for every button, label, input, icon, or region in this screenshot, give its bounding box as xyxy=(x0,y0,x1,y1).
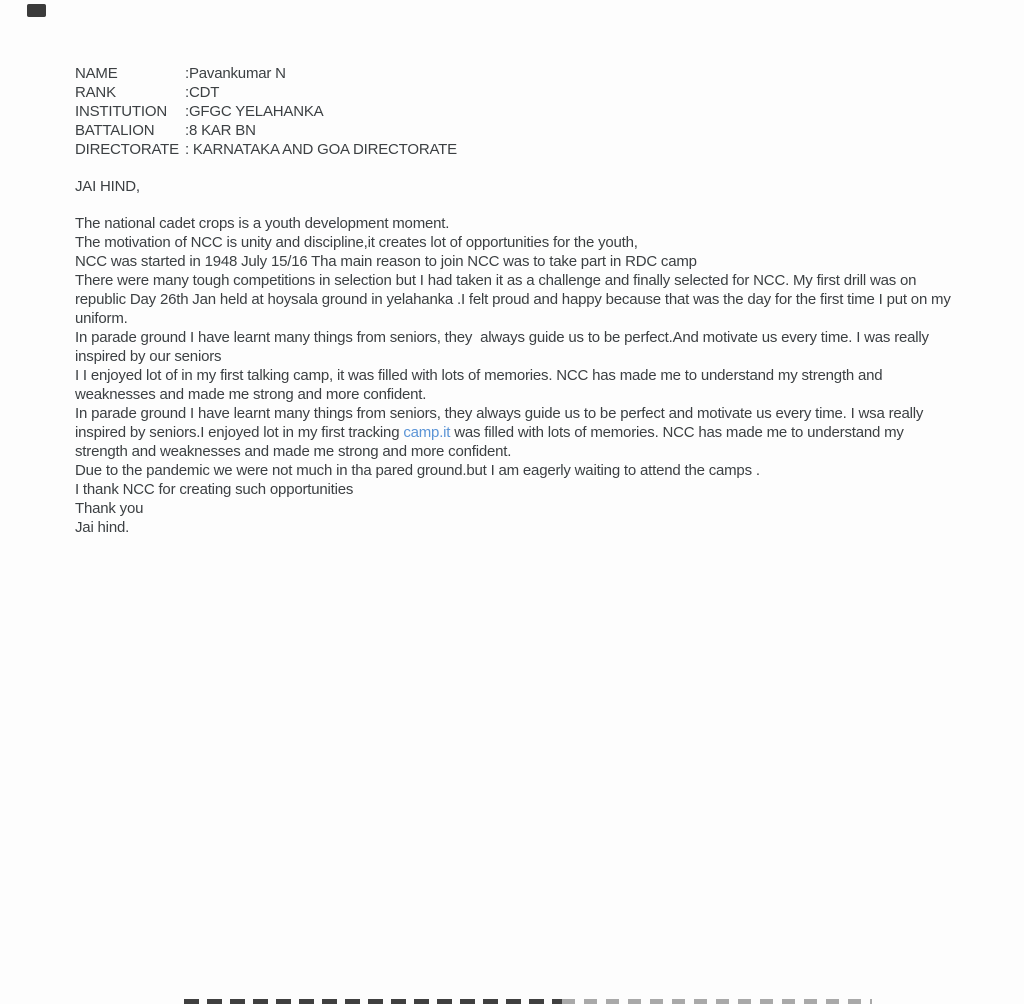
body-paragraph: I I enjoyed lot of in my first talking camp, it was filled with lots of memories. NCC has made me to understand my strength and weaknesses and made me strong and more confident. xyxy=(75,367,887,403)
body-paragraph: I thank NCC for creating such opportunities xyxy=(75,481,354,498)
body-paragraph: Due to the pandemic we were not much in tha pared ground.but I am eagerly waiting to attend the camps . xyxy=(75,462,760,479)
cutoff-content-artifact-top xyxy=(27,4,46,17)
field-label-name: NAME xyxy=(75,65,118,82)
body-paragraph: There were many tough competitions in selection but I had taken it as a challenge and finally selected for NCC. My first drill was on republic Day 26th Jan held at hoysala ground in yelahanka .I felt proud and happy because that was the day for the first time I put on my uniform. xyxy=(75,272,955,327)
cutoff-text-artifact-bottom-dark xyxy=(184,999,562,1004)
field-row-name xyxy=(75,64,957,83)
salutation: JAI HIND, xyxy=(75,178,140,195)
field-value-institution: :GFGC YELAHANKA xyxy=(185,103,324,120)
closing-jai-hind: Jai hind. xyxy=(75,519,130,536)
field-label-directorate: DIRECTORATE xyxy=(75,141,179,158)
field-label-institution: INSTITUTION xyxy=(75,103,167,120)
field-row-institution xyxy=(75,102,957,121)
field-value-battalion: :8 KAR BN xyxy=(185,122,256,139)
field-value-name: :Pavankumar N xyxy=(185,65,286,82)
body-paragraph: In parade ground I have learnt many things from seniors, they always guide us to be perfect.And motivate us every time. I was really inspired by our seniors xyxy=(75,329,933,365)
closing-thank-you: Thank you xyxy=(75,500,144,517)
camp-it-link[interactable]: camp.it xyxy=(403,424,451,441)
field-value-rank: :CDT xyxy=(185,84,220,101)
cadet-details-block xyxy=(75,64,957,159)
field-value-directorate: : KARNATAKA AND GOA DIRECTORATE xyxy=(185,141,457,158)
body-paragraph-with-link xyxy=(75,404,957,461)
field-row-battalion xyxy=(75,121,957,140)
body-paragraph: The national cadet crops is a youth development moment. xyxy=(75,215,450,232)
field-row-rank xyxy=(75,83,957,102)
field-label-battalion: BATTALION xyxy=(75,122,155,139)
document-page xyxy=(75,64,957,537)
cutoff-text-artifact-bottom-light xyxy=(562,999,872,1004)
field-row-directorate xyxy=(75,140,957,159)
paragraph-text-pre-link: In parade ground I have learnt many things from seniors, they always guide us to be perfect and motivate us every time. I wsa really inspired by seniors.I enjoyed lot in my first tracking xyxy=(75,405,928,441)
letter-body xyxy=(75,214,957,537)
body-paragraph: NCC was started in 1948 July 15/16 Tha main reason to join NCC was to take part in RDC camp xyxy=(75,253,697,270)
paragraph-text-post-link: was filled with lots of memories. NCC has made me to understand my strength and weaknesses and made me strong and more confident. xyxy=(75,424,908,460)
field-label-rank: RANK xyxy=(75,84,116,101)
body-paragraph: The motivation of NCC is unity and discipline,it creates lot of opportunities for the youth, xyxy=(75,234,638,251)
